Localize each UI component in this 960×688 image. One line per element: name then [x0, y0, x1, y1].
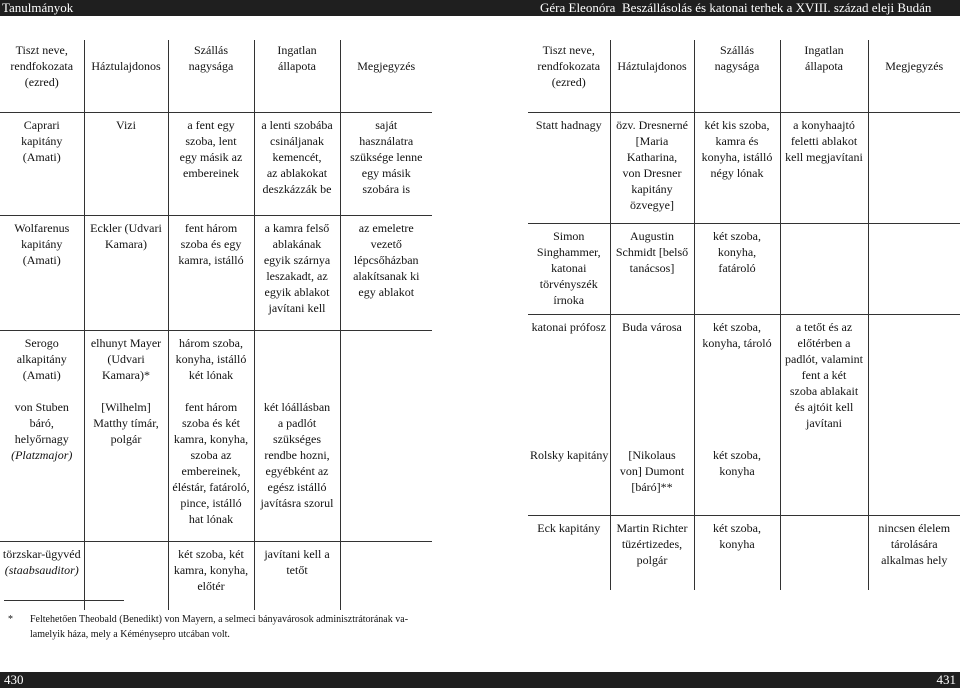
footnote-rule — [4, 600, 124, 601]
cell-line: özvegye] — [630, 198, 674, 212]
cell-line: javítani kell — [268, 301, 326, 315]
cell-line: nincsen élelem — [878, 521, 951, 535]
cell-line: alkalmas hely — [881, 553, 948, 567]
table-cell — [694, 315, 780, 516]
column-header-line: (ezred) — [24, 75, 59, 89]
table-cell — [84, 331, 168, 542]
cell-line: szoba és két — [182, 416, 240, 430]
cell-line: és ajtóit kell — [794, 400, 854, 414]
cell-line: polgár — [636, 553, 668, 567]
cell-line: kamra, konyha, — [173, 563, 249, 577]
cell-line: szoba, lent — [185, 134, 237, 148]
cell-line: szoba az — [190, 448, 232, 462]
table-cell — [780, 224, 868, 315]
table-cell — [340, 216, 432, 331]
column-header-line: állapota — [278, 59, 316, 73]
cell-line: (staabsauditor) — [4, 563, 79, 577]
cell-line: helyőrnagy — [14, 432, 69, 446]
cell-line: deszkázzák be — [262, 182, 332, 196]
cell-line — [343, 546, 431, 562]
cell-line: konyha — [719, 537, 755, 551]
table-cell — [610, 516, 694, 591]
cell-line: csináljanak — [270, 134, 324, 148]
cell-line: két szoba, — [713, 521, 761, 535]
cell-line: tetőt — [286, 563, 308, 577]
cell-line: kemencét, — [272, 150, 322, 164]
cell-line: Wolfarenus — [14, 221, 70, 235]
cell-line: hat lónak — [188, 512, 234, 526]
column-header-line: Megjegyzés — [885, 59, 944, 73]
column-header — [780, 40, 868, 113]
column-header — [0, 40, 84, 113]
cell-line — [697, 399, 778, 415]
cell-line: az ablakokat — [266, 166, 328, 180]
cell-line — [613, 431, 692, 447]
cell-line: fatároló — [718, 261, 756, 275]
cell-line: vezető — [370, 237, 402, 251]
cell-line: konyha, istálló — [701, 150, 773, 164]
cell-line: [Wilhelm] — [101, 400, 151, 414]
cell-line: egyik szárnya — [263, 253, 331, 267]
table-cell — [694, 113, 780, 224]
cell-line — [530, 415, 608, 431]
cell-line — [871, 319, 959, 335]
cell-line: Kamara) — [105, 237, 147, 251]
table-cell — [340, 542, 432, 611]
table-cell — [868, 113, 960, 224]
cell-line — [613, 351, 692, 367]
cell-line: konyha, tároló — [702, 336, 772, 350]
cell-line: törzskar-ügyvéd — [2, 547, 81, 561]
cell-line — [530, 383, 608, 399]
cell-line — [343, 335, 431, 351]
cell-line — [257, 367, 338, 383]
author-name: Géra Eleonóra — [540, 0, 616, 15]
table-cell — [254, 113, 340, 216]
cell-line: használatra — [359, 134, 414, 148]
cell-line — [613, 399, 692, 415]
cell-line: Vizi — [116, 118, 136, 132]
table-cell — [610, 113, 694, 224]
cell-line: szoba és egy — [180, 237, 242, 251]
cell-line: két szoba, — [713, 229, 761, 243]
column-header-line: Szállás — [720, 43, 754, 57]
cell-line: Buda városa — [622, 320, 682, 334]
cell-line: (Amati) — [22, 150, 61, 164]
cell-line — [87, 383, 166, 399]
cell-line — [257, 383, 338, 399]
cell-line: (Platzmajor) — [11, 448, 73, 462]
column-header-line: rendfokozata — [537, 59, 601, 73]
cell-line: von Dresner — [622, 166, 682, 180]
cell-line: leszakadt, az — [266, 269, 328, 283]
cell-line: Martin Richter — [616, 521, 688, 535]
cell-line: két lónak — [188, 368, 234, 382]
column-header — [84, 40, 168, 113]
table-cell — [254, 331, 340, 542]
page-number-left: 430 — [4, 672, 24, 687]
cell-line: két szoba, két — [178, 547, 244, 561]
cell-line: [Nikolaus — [628, 448, 676, 462]
table-row — [528, 113, 960, 224]
cell-line: négy lónak — [710, 166, 764, 180]
table-cell — [0, 216, 84, 331]
column-header-line: Szállás — [194, 43, 228, 57]
column-header — [340, 40, 432, 113]
cell-line: éléstár, fatároló, — [172, 480, 250, 494]
cell-line: tanácsos] — [629, 261, 675, 275]
cell-line — [783, 228, 866, 244]
article-title: Beszállásolás és katonai terhek a XVIII. század eleji Budán — [622, 0, 932, 15]
column-header-line: Ingatlan — [277, 43, 317, 57]
column-header — [694, 40, 780, 113]
cell-line: kamra, konyha, — [173, 432, 249, 446]
cell-line: lépcsőházban — [353, 253, 419, 267]
table-cell — [694, 224, 780, 315]
cell-line: elhunyt Mayer — [90, 336, 162, 350]
table-cell — [168, 331, 254, 542]
cell-line — [697, 351, 778, 367]
column-header-line: Tiszt neve, — [542, 43, 595, 57]
column-header-line: nagysága — [714, 59, 760, 73]
cell-line: javítani — [806, 416, 842, 430]
cell-line: egy ablakot — [358, 285, 415, 299]
cell-line — [613, 383, 692, 399]
cell-line — [871, 228, 959, 244]
cell-line: [báró]** — [631, 480, 673, 494]
table-cell — [528, 315, 610, 516]
table-header-row — [528, 40, 960, 113]
cell-line: báró, — [29, 416, 54, 430]
table-cell — [84, 113, 168, 216]
table-cell — [868, 315, 960, 516]
cell-line: feletti ablakot — [790, 134, 858, 148]
table-cell — [0, 113, 84, 216]
cell-line: egész istálló — [267, 480, 327, 494]
table-cell — [84, 216, 168, 331]
cell-line: katonai — [551, 261, 587, 275]
table-cell — [780, 113, 868, 224]
cell-line: kamra, istálló — [178, 253, 244, 267]
table-cell — [610, 315, 694, 516]
cell-line: Schmidt [belső — [615, 245, 689, 259]
cell-line: fent három — [184, 400, 238, 414]
cell-line: (Amati) — [22, 253, 61, 267]
cell-line: Katharina, — [626, 150, 678, 164]
column-header-line: Ingatlan — [804, 43, 844, 57]
cell-line: von Stuben — [14, 400, 69, 414]
cell-line: von] Dumont — [619, 464, 685, 478]
cell-line: Eck kapitány — [537, 521, 601, 535]
table-row — [0, 216, 432, 331]
cell-line — [2, 383, 82, 399]
cell-line: szobára is — [362, 182, 411, 196]
left-billeting-table — [0, 40, 432, 610]
cell-line: két szoba, — [713, 320, 761, 334]
cell-line: Serogo — [24, 336, 59, 350]
cell-line: polgár — [110, 432, 142, 446]
cell-line: katonai prófosz — [531, 320, 606, 334]
footnote-line: lamelyik háza, mely a Kéménysepro utcában volt. — [30, 629, 230, 640]
cell-line: szoba ablakait — [789, 384, 859, 398]
cell-line — [697, 367, 778, 383]
cell-line: saját — [375, 118, 398, 132]
column-header — [868, 40, 960, 113]
footnote — [8, 612, 448, 642]
table-cell — [0, 331, 84, 542]
cell-line: a konyhaajtó — [793, 118, 855, 132]
cell-line: szüksége lenne — [350, 150, 423, 164]
cell-line: Singhammer, — [536, 245, 601, 259]
cell-line: egy másik az — [179, 150, 243, 164]
cell-line: Matthy tímár, — [93, 416, 159, 430]
cell-line: kamra és — [715, 134, 759, 148]
cell-line: előtér — [197, 579, 225, 593]
cell-line: özv. Dresnerné — [616, 118, 688, 132]
table-cell — [340, 331, 432, 542]
table-cell — [610, 224, 694, 315]
cell-line: ablakának — [272, 237, 322, 251]
table-cell — [780, 516, 868, 591]
table-cell — [254, 216, 340, 331]
cell-line — [697, 415, 778, 431]
cell-line — [530, 399, 608, 415]
cell-line — [783, 520, 866, 536]
column-header — [254, 40, 340, 113]
table-cell — [168, 542, 254, 611]
footnote-line: Feltehetően Theobald (Benedikt) von Mayern, a selmeci bányavárosok adminisztrátorának va- — [30, 614, 409, 625]
cell-line: írnoka — [553, 293, 585, 307]
column-header-line: rendfokozata — [10, 59, 74, 73]
cell-line: alkapitány — [16, 352, 67, 366]
column-header-line: Megjegyzés — [357, 59, 416, 73]
cell-line: a tetőt és az — [795, 320, 853, 334]
cell-line: konyha — [719, 464, 755, 478]
cell-line — [257, 335, 338, 351]
cell-line: Rolsky kapitány — [530, 448, 609, 462]
cell-line: embereinek, — [181, 464, 241, 478]
cell-line — [697, 431, 778, 447]
footer-bar — [0, 672, 960, 688]
cell-line: javításra szorul — [260, 496, 334, 510]
right-billeting-table — [528, 40, 960, 590]
column-header-line: Tiszt neve, — [15, 43, 68, 57]
table-row — [528, 315, 960, 516]
cell-line: tüzértizedes, — [621, 537, 683, 551]
cell-line: a lenti szobába — [261, 118, 333, 132]
section-label: Tanulmányok — [2, 0, 74, 15]
column-header-line: Háztulajdonos — [91, 59, 161, 73]
cell-line: kapitány — [631, 182, 673, 196]
column-header — [528, 40, 610, 113]
cell-line — [257, 351, 338, 367]
cell-line: két szoba, — [713, 448, 761, 462]
table-cell — [694, 516, 780, 591]
cell-line — [530, 335, 608, 351]
table-cell — [780, 315, 868, 516]
cell-line — [530, 367, 608, 383]
cell-line: [Maria — [635, 134, 669, 148]
table-cell — [254, 542, 340, 611]
cell-line: (Amati) — [22, 368, 61, 382]
column-header — [168, 40, 254, 113]
table-row — [528, 516, 960, 591]
cell-line: javítani kell a — [264, 547, 330, 561]
cell-line: konyha, istálló — [175, 352, 247, 366]
cell-line: Kamara)* — [102, 368, 150, 382]
cell-line: szükséges — [273, 432, 321, 446]
cell-line: a kamra felső — [264, 221, 330, 235]
cell-line — [530, 351, 608, 367]
cell-line: konyha, — [717, 245, 757, 259]
cell-line — [613, 367, 692, 383]
cell-line — [87, 546, 166, 562]
cell-line: (Udvari — [107, 352, 145, 366]
table-cell — [868, 224, 960, 315]
cell-line: az emeletre — [358, 221, 414, 235]
table-header-row — [0, 40, 432, 113]
cell-line: Statt hadnagy — [535, 118, 602, 132]
cell-line: három szoba, — [179, 336, 243, 350]
cell-line: kapitány — [21, 134, 63, 148]
cell-line: törvényszék — [539, 277, 598, 291]
cell-line: a padlót — [277, 416, 317, 430]
cell-line — [171, 383, 252, 399]
cell-line — [613, 335, 692, 351]
column-header — [610, 40, 694, 113]
table-cell — [528, 516, 610, 591]
cell-line: egyik ablakot — [264, 285, 330, 299]
cell-line: Simon — [553, 229, 585, 243]
table-cell — [340, 113, 432, 216]
cell-line: Eckler (Udvari — [90, 221, 162, 235]
cell-line: tárolására — [890, 537, 938, 551]
header-bar — [0, 0, 960, 16]
cell-line: alakítsanak ki — [353, 269, 420, 283]
table-row — [528, 224, 960, 315]
cell-line — [613, 415, 692, 431]
column-header-line: állapota — [805, 59, 843, 73]
table-cell — [168, 216, 254, 331]
cell-line: két kis szoba, — [704, 118, 770, 132]
footnote-mark: * — [8, 614, 13, 625]
cell-line — [697, 383, 778, 399]
cell-line: pince, istálló — [180, 496, 242, 510]
cell-line: a fent egy — [187, 118, 235, 132]
cell-line: rendbe hozni, — [264, 448, 330, 462]
table-row — [0, 113, 432, 216]
table-cell — [168, 113, 254, 216]
column-header-line: nagysága — [188, 59, 234, 73]
cell-line: egyébként az — [265, 464, 329, 478]
cell-line: embereinek — [183, 166, 239, 180]
page-number-right: 431 — [936, 672, 956, 687]
table-cell — [528, 113, 610, 224]
cell-line: fent a két — [801, 368, 847, 382]
cell-line: két lóállásban — [263, 400, 331, 414]
cell-line — [530, 431, 608, 447]
cell-line: Caprari — [23, 118, 60, 132]
cell-line: előtérben a — [797, 336, 851, 350]
column-header-line: Háztulajdonos — [617, 59, 687, 73]
cell-line: kell megjavítani — [785, 150, 863, 164]
cell-line: kapitány — [21, 237, 63, 251]
cell-line — [871, 117, 959, 133]
cell-line: egy másik — [361, 166, 411, 180]
table-row — [0, 331, 432, 542]
table-cell — [528, 224, 610, 315]
cell-line: padlót, valamint — [785, 352, 863, 366]
cell-line: Augustin — [629, 229, 674, 243]
column-header-line: (ezred) — [551, 75, 586, 89]
table-cell — [868, 516, 960, 591]
cell-line: fent három — [184, 221, 238, 235]
